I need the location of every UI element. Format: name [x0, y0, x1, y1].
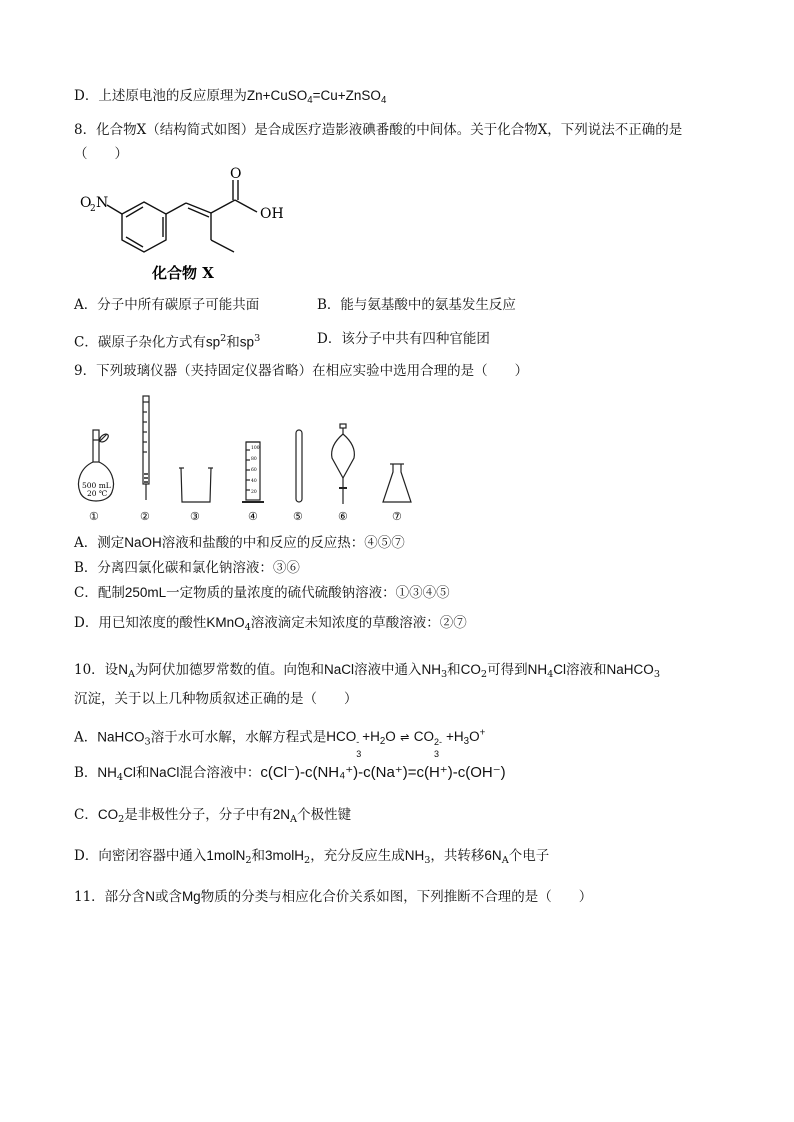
eq-sub: 3	[356, 749, 362, 760]
q10-c-rest: 个极性键	[297, 807, 352, 823]
eq-part: +H	[446, 729, 464, 745]
q7-option-d	[74, 87, 386, 110]
q10-nahco3: NaHCO	[606, 662, 654, 677]
q10-c-co2: CO	[97, 807, 119, 822]
q10-d-mid: 和	[251, 848, 266, 864]
q10-nh4cl: NH	[527, 662, 548, 677]
figure-caption: 化合物 X	[152, 264, 214, 282]
equilibrium-arrow: ⇌	[400, 732, 410, 745]
q8-c-prefix: C．碳原子杂化方式有	[74, 334, 206, 351]
q8-c-sup3: 3	[254, 333, 261, 344]
q10-d-n2-sub: 2	[245, 854, 252, 866]
q9-a-rest: 溶液和盐酸的中和反应的反应热：④⑤⑦	[161, 535, 405, 551]
eq-sup: +	[479, 728, 486, 739]
q10-d-h2: 3molH	[265, 848, 305, 863]
burette-icon	[143, 396, 149, 500]
q10-nacl: NaCl	[323, 662, 354, 677]
apparatus-number: ⑥	[338, 510, 348, 523]
q9-d-sub: 4	[244, 621, 251, 633]
q9-d-rest: 溶液滴定未知浓度的草酸溶液：②⑦	[250, 615, 467, 631]
q9-option-d	[74, 614, 467, 637]
q11-stem	[74, 888, 592, 906]
q10-a-chem: NaHCO	[97, 729, 145, 745]
eq-part: CO	[413, 729, 435, 745]
q10-b-mid: 和	[135, 765, 150, 781]
q8-answer-paren: （ ）	[74, 146, 128, 162]
q9-option-c	[74, 584, 450, 602]
cylinder-tick: 20	[251, 490, 257, 495]
eq-sub: 3	[463, 736, 470, 748]
q10-c-co2-sub: 2	[118, 813, 125, 825]
hydroxyl-oh: OH	[260, 206, 284, 222]
eq-sub: 4	[307, 94, 313, 106]
q10-text: 溶液中通入	[353, 662, 422, 678]
q11-mg: Mg	[181, 889, 201, 904]
q10-d-nh3-sub: 3	[424, 854, 431, 866]
q10-c-prefix: C．	[74, 807, 98, 823]
q10-stem-line1	[74, 661, 660, 684]
eq-sub: 2	[379, 736, 386, 748]
q10-text: 和	[447, 662, 461, 678]
q10-text: 溶液和	[566, 662, 607, 678]
q10-d-mid: ，充分反应生成	[310, 848, 405, 864]
q10-d-num: 6N	[484, 848, 502, 863]
q9-d-prefix: D．用已知浓度的酸性	[74, 615, 207, 631]
separatory-funnel-icon	[332, 424, 355, 504]
apparatus-number: ⑦	[392, 510, 402, 523]
apparatus-number: ①	[89, 510, 99, 523]
q8-stem: 8．化合物X（结构简式如图）是合成医疗造影液碘番酸的中间体。关于化合物X，下列说法不正确的是	[74, 122, 683, 138]
q10-b-equation: c(Cl⁻)-c(NH₄⁺)-c(Na⁺)=c(H⁺)-c(OH⁻)	[260, 764, 506, 781]
q8-c-sp2: sp	[205, 334, 221, 350]
q8-c-and: 和	[226, 334, 240, 351]
q9-c-rest: 一定物质的量浓度的硫代硫酸钠溶液：①③④⑤	[166, 585, 450, 601]
q10-text: 可得到	[487, 662, 528, 678]
q10-co2: CO	[460, 662, 481, 677]
erlenmeyer-flask-icon	[383, 464, 411, 502]
cylinder-tick: 60	[251, 468, 257, 473]
glassware-figure	[74, 392, 434, 524]
q10-b-nh4cl-tail: Cl	[123, 765, 136, 780]
q10-a-chem-sub: 3	[144, 736, 151, 748]
q10-b-nh4cl-sub: 4	[116, 771, 124, 783]
nitro-n: N	[96, 195, 109, 211]
apparatus-number: ④	[248, 510, 258, 523]
nitro-sub: 2	[90, 204, 96, 214]
benzene-ring	[107, 180, 257, 252]
cylinder-tick: 100	[251, 446, 260, 451]
apparatus-number: ⑤	[293, 510, 303, 523]
q10-text: 10．设	[74, 662, 119, 678]
q11-text: 11．部分含	[74, 889, 146, 905]
q9-c-chem: 250mL	[124, 585, 167, 600]
cylinder-tick: 80	[251, 457, 257, 462]
apparatus-number: ②	[140, 510, 150, 523]
q7-option-d-equation	[246, 88, 387, 106]
eq-part: =Cu+ZnSO	[312, 88, 381, 103]
q10-option-c	[74, 806, 351, 829]
q10-d-rest: 个电子	[508, 848, 550, 864]
eq-part: HCO	[326, 729, 357, 745]
q10-b-nacl: NaCl	[149, 765, 180, 780]
eq-sup: -	[356, 737, 360, 748]
eq-part: O	[385, 729, 396, 745]
q10-b-mid: 混合溶液中：	[179, 765, 261, 781]
flask-volume-label: 500 mL	[82, 481, 111, 490]
q10-c-num: 2N	[272, 807, 291, 822]
q10-a-equation	[326, 728, 486, 760]
q10-na-sub: A	[127, 668, 135, 680]
q9-a-prefix: A．测定	[74, 535, 125, 551]
eq-sup: 2-	[434, 737, 443, 748]
q8-c-sp3: sp	[239, 334, 255, 350]
eq-sub: 3	[434, 749, 440, 760]
nitro-o: O	[80, 195, 92, 211]
glass-rod-icon	[296, 430, 302, 502]
q10-nh3-sub: 3	[440, 668, 448, 680]
q11-n: N	[145, 889, 155, 904]
q10-d-n2: 1molN	[206, 848, 246, 863]
q10-c-num-sub: A	[290, 813, 298, 825]
q8-option-d: D．该分子中共有四种官能团	[317, 331, 490, 347]
q10-a-prefix: A．	[74, 729, 98, 746]
q10-text: 为阿伏加德罗常数的值。向饱和	[134, 662, 324, 678]
q10-stem-line2: 沉淀，关于以上几种物质叙述正确的是（ ）	[74, 691, 358, 707]
q10-option-d	[74, 847, 549, 870]
q10-b-prefix: B．	[74, 765, 98, 781]
q10-nh3: NH	[421, 662, 441, 677]
eq-sub: 4	[380, 94, 387, 106]
q11-text: 物质的分类与相应化合价关系如图，下列推断不合理的是（ ）	[200, 889, 593, 905]
beaker-icon	[179, 468, 213, 502]
q10-nh4cl-sub: 4	[547, 668, 554, 680]
q9-option-b: B．分离四氯化碳和氯化钠溶液：③⑥	[74, 560, 300, 576]
q10-nh4cl-tail: Cl	[553, 662, 567, 677]
q11-text: 或含	[154, 889, 182, 905]
q10-option-b	[74, 764, 506, 787]
q10-d-num-sub: A	[501, 854, 509, 866]
q7-option-d-text: D．上述原电池的反应原理为	[74, 88, 247, 104]
q8-option-b: B．能与氨基酸中的氨基发生反应	[317, 297, 516, 313]
q9-option-a	[74, 534, 405, 552]
q10-d-nh3: NH	[404, 848, 425, 863]
cylinder-tick: 40	[251, 479, 257, 484]
compound-x-structure	[74, 166, 294, 284]
q8-option-c	[74, 330, 260, 351]
eq-part: +H	[362, 729, 380, 745]
q8-option-a: A．分子中所有碳原子可能共面	[74, 297, 260, 313]
q10-nahco3-sub: 3	[653, 668, 660, 680]
q9-stem: 9．下列玻璃仪器（夹持固定仪器省略）在相应实验中选用合理的是（ ）	[74, 363, 529, 379]
eq-part: Zn+CuSO	[246, 88, 308, 103]
q9-a-chem: NaOH	[124, 535, 162, 550]
q10-a-mid: 溶于水可水解，水解方程式是	[150, 729, 327, 746]
q10-option-a	[74, 725, 486, 760]
carbonyl-o: O	[230, 166, 242, 182]
q10-c-mid: 是非极性分子，分子中有	[124, 807, 273, 823]
q10-co2-sub: 2	[480, 668, 488, 680]
q10-d-prefix: D．向密闭容器中通入	[74, 848, 207, 864]
flask-temp-label: 20 ℃	[87, 489, 108, 498]
q9-d-chem: KMnO	[206, 615, 245, 630]
apparatus-number: ③	[190, 510, 200, 523]
q8-c-sup2: 2	[220, 333, 227, 344]
q10-b-nh4cl: NH	[97, 765, 117, 780]
q10-d-h2-sub: 2	[304, 854, 311, 866]
q9-c-prefix: C．配制	[74, 585, 125, 601]
q10-d-mid: ，共转移	[430, 848, 485, 864]
eq-part: O	[469, 729, 480, 745]
q10-na: N	[118, 662, 128, 677]
